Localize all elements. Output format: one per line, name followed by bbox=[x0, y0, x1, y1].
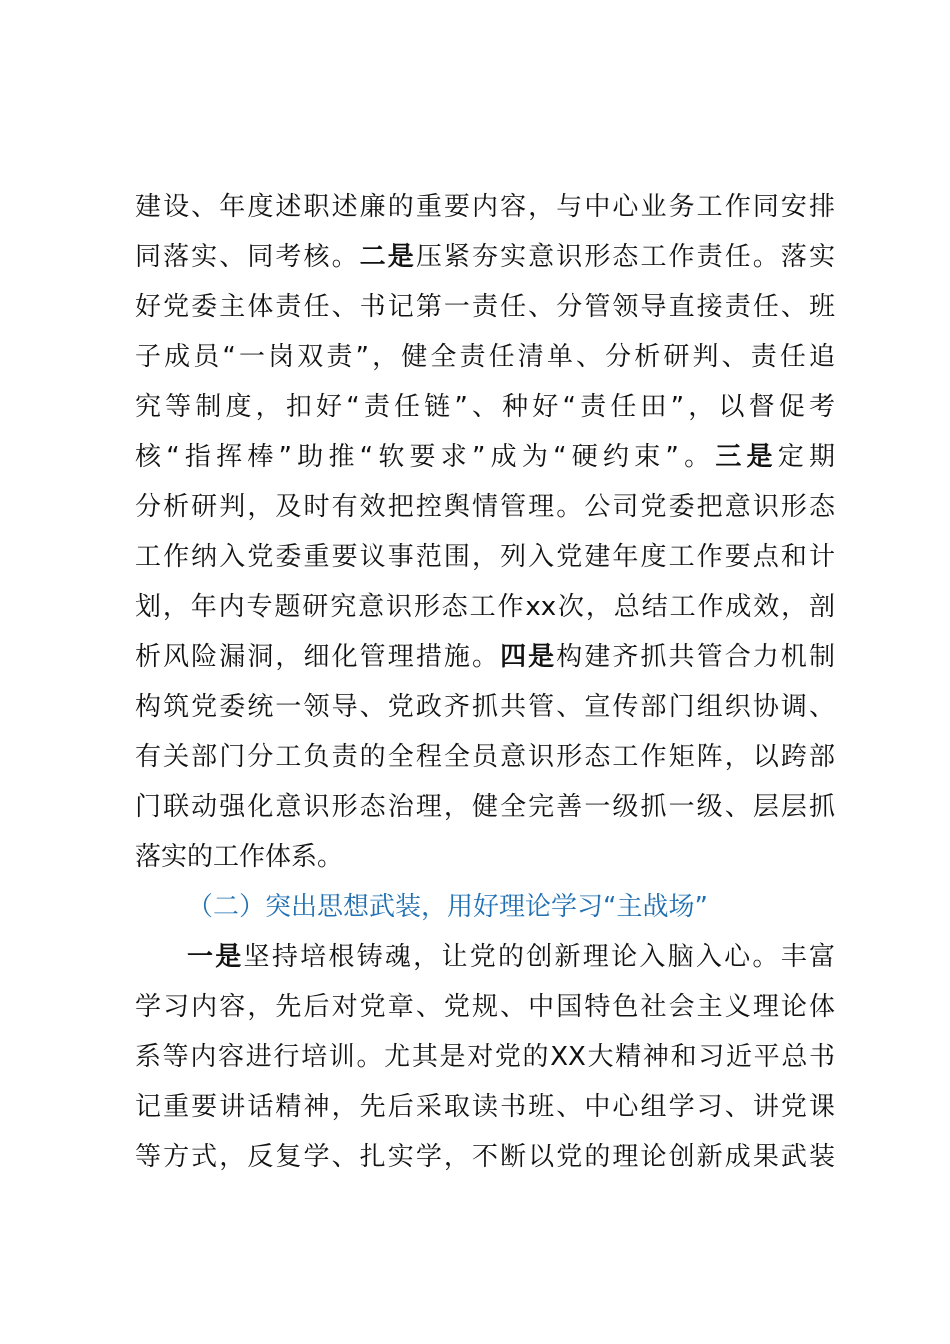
text-run: （二）突出思想武装，用好理论学习“主战场” bbox=[187, 892, 708, 922]
paragraph-line bbox=[135, 482, 835, 532]
text-run: 学习内容，先后对党章、党规、中国特色社会主义理论体 bbox=[135, 992, 835, 1022]
paragraph-line bbox=[135, 832, 835, 882]
paragraph-line bbox=[135, 1132, 835, 1182]
text-run: 工作纳入党委重要议事范围，列入党建年度工作要点和计 bbox=[135, 542, 835, 572]
bold-label: 二是 bbox=[359, 242, 416, 272]
paragraph-line bbox=[135, 582, 835, 632]
paragraph-line bbox=[135, 782, 835, 832]
text-run: 构建齐抓共管合力机制 bbox=[556, 642, 835, 672]
bold-label: 一是 bbox=[187, 942, 244, 972]
paragraph-line bbox=[135, 682, 835, 732]
bold-label: 三是 bbox=[715, 442, 778, 472]
paragraph-line bbox=[135, 732, 835, 782]
body-text bbox=[135, 182, 835, 1182]
paragraph-line bbox=[135, 232, 835, 282]
text-run: 坚持培根铸魂，让党的创新理论入脑入心。丰富 bbox=[243, 942, 835, 972]
section-heading bbox=[135, 882, 835, 932]
text-run: 建设、年度述职述廉的重要内容，与中心业务工作同安排 bbox=[135, 192, 835, 222]
text-run: 等方式，反复学、扎实学，不断以党的理论创新成果武装 bbox=[135, 1142, 835, 1172]
paragraph-line bbox=[135, 432, 835, 482]
paragraph-line bbox=[135, 982, 835, 1032]
text-run: 记重要讲话精神，先后采取读书班、中心组学习、讲党课 bbox=[135, 1092, 835, 1122]
text-run: 系等内容进行培训。尤其是对党的XX大精神和习近平总书 bbox=[135, 1042, 835, 1072]
text-run: 子成员“一岗双责”，健全责任清单、分析研判、责任追 bbox=[135, 342, 835, 372]
bold-label: 四是 bbox=[500, 642, 557, 672]
paragraph-line bbox=[135, 182, 835, 232]
paragraph-line bbox=[135, 382, 835, 432]
text-run: 划，年内专题研究意识形态工作xx次，总结工作成效，剖 bbox=[135, 592, 835, 622]
paragraph-line bbox=[135, 1082, 835, 1132]
paragraph-line bbox=[135, 932, 835, 982]
text-run: 好党委主体责任、书记第一责任、分管领导直接责任、班 bbox=[135, 292, 835, 322]
text-run: 压紧夯实意识形态工作责任。落实 bbox=[415, 242, 835, 272]
text-run: 同落实、同考核。 bbox=[135, 242, 360, 272]
text-run: 构筑党委统一领导、党政齐抓共管、宣传部门组织协调、 bbox=[135, 692, 835, 722]
text-run: 落实的工作体系。 bbox=[135, 842, 344, 872]
text-run: 核“指挥棒”助推“软要求”成为“硬约束”。 bbox=[135, 442, 716, 472]
text-run: 门联动强化意识形态治理，健全完善一级抓一级、层层抓 bbox=[135, 792, 835, 822]
text-run: 定期 bbox=[777, 442, 835, 472]
paragraph-line bbox=[135, 532, 835, 582]
text-run: 究等制度，扣好“责任链”、种好“责任田”，以督促考 bbox=[135, 392, 835, 422]
text-run: 分析研判，及时有效把控舆情管理。公司党委把意识形态 bbox=[135, 492, 835, 522]
text-run: 析风险漏洞，细化管理措施。 bbox=[135, 642, 501, 672]
text-run: 有关部门分工负责的全程全员意识形态工作矩阵，以跨部 bbox=[135, 742, 835, 772]
paragraph-line bbox=[135, 332, 835, 382]
paragraph-line bbox=[135, 632, 835, 682]
paragraph-line bbox=[135, 1032, 835, 1082]
paragraph-line bbox=[135, 282, 835, 332]
